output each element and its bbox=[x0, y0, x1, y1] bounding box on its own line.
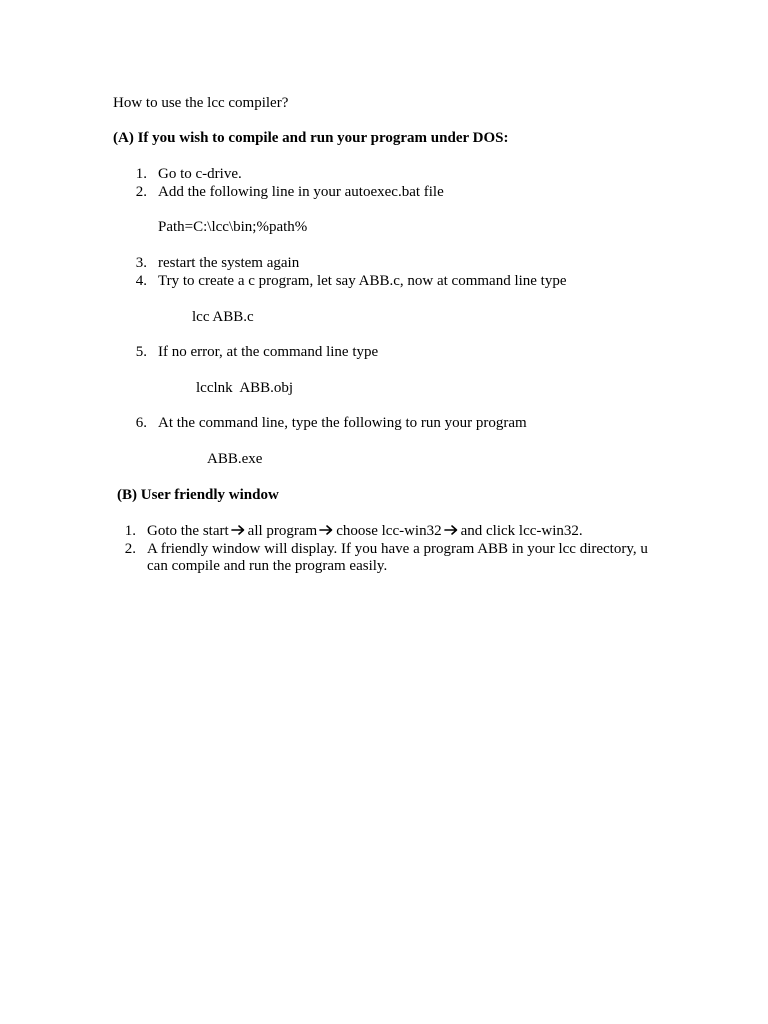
step-text-with-arrows bbox=[147, 522, 583, 540]
step-text-continued: can compile and run the program easily. bbox=[147, 558, 388, 574]
section-b-heading: (B) User friendly window bbox=[117, 487, 279, 503]
step-text: restart the system again bbox=[158, 255, 300, 271]
step-text-part: and click lcc-win32. bbox=[460, 523, 583, 539]
right-arrow-icon bbox=[319, 524, 334, 536]
code-line-compile: lcc ABB.c bbox=[192, 309, 254, 325]
step-text: At the command line, type the following to run your program bbox=[158, 415, 527, 431]
step-text: Add the following line in your autoexec.bat file bbox=[158, 184, 444, 200]
right-arrow-icon bbox=[444, 524, 459, 536]
step-text: Go to c-drive. bbox=[158, 166, 242, 182]
step-text: If no error, at the command line type bbox=[158, 344, 379, 360]
step-text-part: Goto the start bbox=[147, 523, 229, 539]
step-number: 5. bbox=[135, 344, 147, 360]
step-text-part: choose lcc-win32 bbox=[336, 523, 442, 539]
code-line-run: ABB.exe bbox=[207, 451, 263, 467]
document-title: How to use the lcc compiler? bbox=[113, 95, 289, 111]
code-line-link: lcclnk ABB.obj bbox=[196, 380, 294, 396]
step-number: 1. bbox=[135, 166, 147, 182]
code-line-path: Path=C:\lcc\bin;%path% bbox=[158, 219, 308, 235]
step-number: 2. bbox=[124, 541, 136, 557]
step-number: 2. bbox=[135, 184, 147, 200]
step-number: 6. bbox=[135, 415, 147, 431]
step-text-part: all program bbox=[247, 523, 318, 539]
step-number: 1. bbox=[124, 523, 136, 539]
step-number: 3. bbox=[135, 255, 147, 271]
right-arrow-icon bbox=[231, 524, 246, 536]
step-text: A friendly window will display. If you have a program ABB in your lcc directory, u bbox=[147, 541, 648, 557]
step-number: 4. bbox=[135, 273, 147, 289]
step-text: Try to create a c program, let say ABB.c, now at command line type bbox=[158, 273, 567, 289]
section-a-heading: (A) If you wish to compile and run your program under DOS: bbox=[113, 130, 509, 146]
